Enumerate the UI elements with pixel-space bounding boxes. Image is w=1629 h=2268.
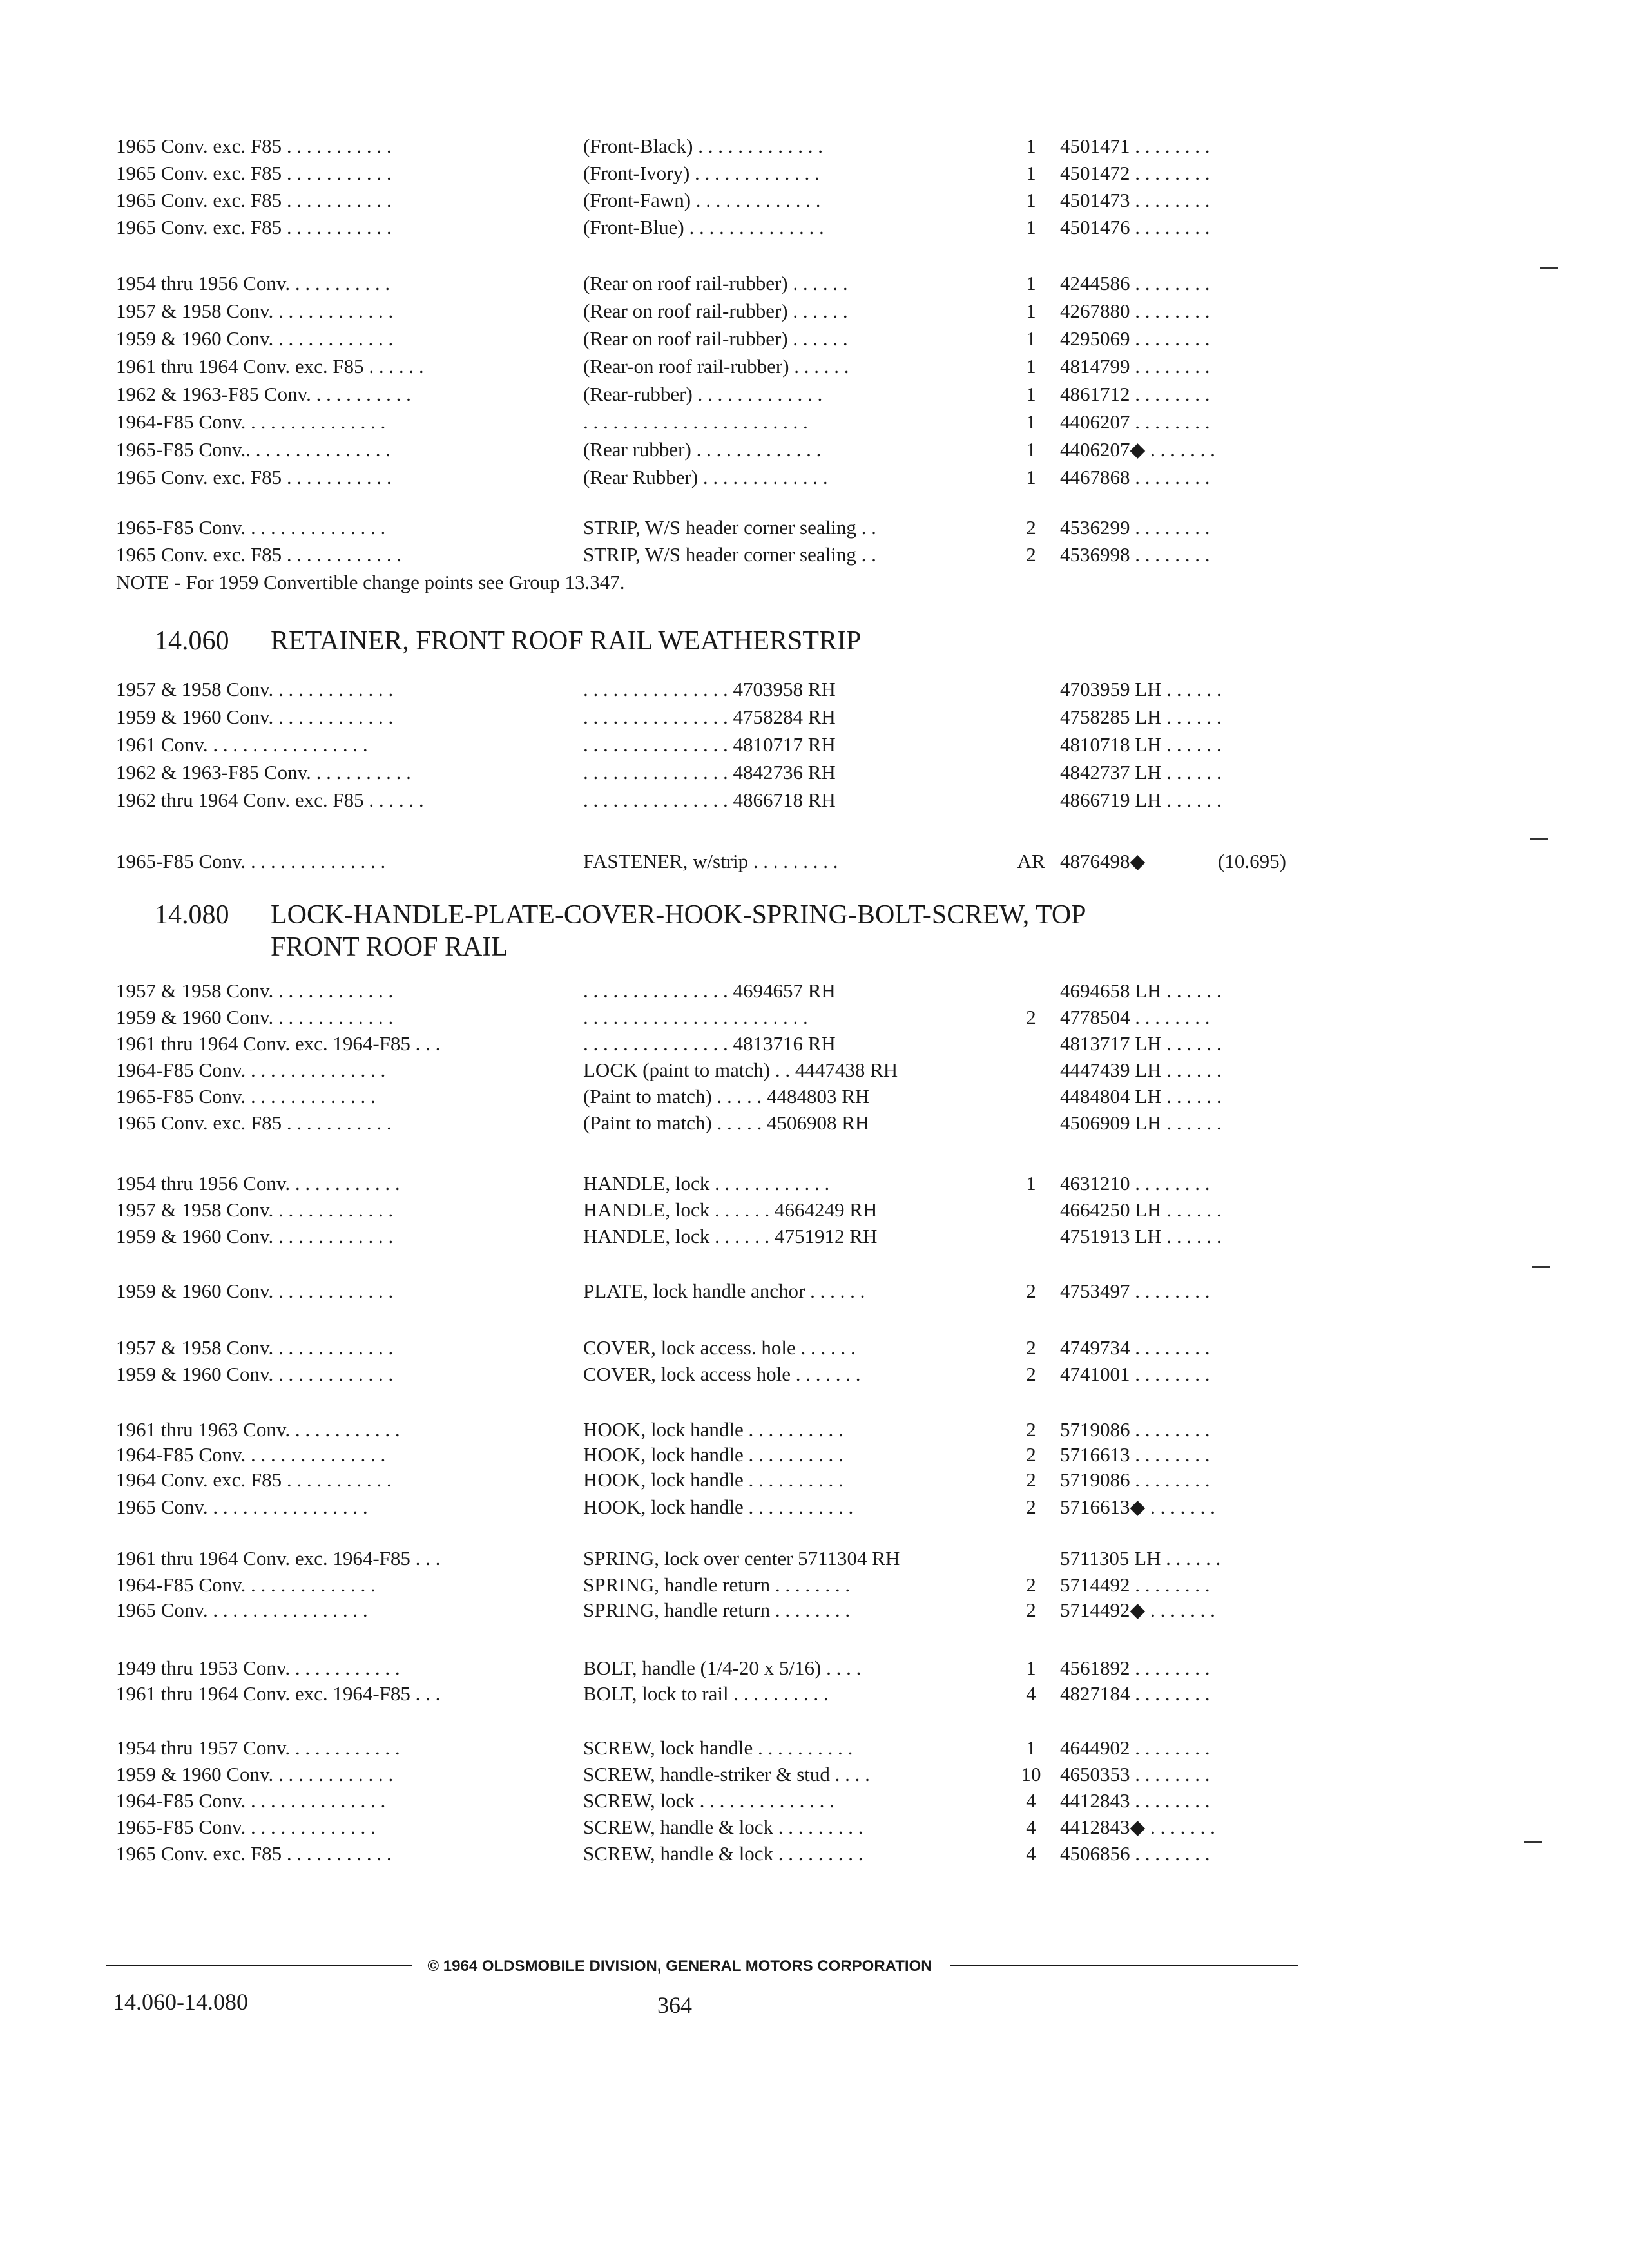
description: (Rear-rubber) . . . . . . . . . . . . . bbox=[583, 383, 823, 405]
part-number: 4267880 . . . . . . . . bbox=[1060, 300, 1210, 322]
description: (Rear Rubber) . . . . . . . . . . . . . bbox=[583, 466, 828, 488]
description: SCREW, handle & lock . . . . . . . . . bbox=[583, 1816, 863, 1838]
section-title: RETAINER, FRONT ROOF RAIL WEATHERSTRIP bbox=[271, 626, 862, 656]
quantity: 1 bbox=[1026, 1172, 1036, 1195]
parts-row bbox=[0, 1360, 1629, 1389]
parts-row bbox=[0, 269, 1629, 298]
parts-row bbox=[0, 1222, 1629, 1251]
description: . . . . . . . . . . . . . . . 4758284 RH bbox=[583, 706, 836, 728]
footer-rule-left bbox=[106, 1965, 412, 1966]
application: 1961 thru 1964 Conv. exc. 1964-F85 . . . bbox=[116, 1547, 441, 1570]
part-number: 4876498◆ bbox=[1060, 850, 1146, 872]
part-number: 4753497 . . . . . . . . bbox=[1060, 1280, 1210, 1302]
part-number: 4536998 . . . . . . . . bbox=[1060, 543, 1210, 566]
parts-row bbox=[0, 1109, 1629, 1137]
parts-row bbox=[0, 1596, 1629, 1624]
quantity: 1 bbox=[1026, 135, 1036, 157]
part-number: 4406207◆ . . . . . . . bbox=[1060, 438, 1215, 461]
description: FASTENER, w/strip . . . . . . . . . bbox=[583, 850, 838, 872]
parts-row bbox=[0, 1787, 1629, 1815]
quantity: 10 bbox=[1021, 1763, 1041, 1785]
application: 1965 Conv. exc. F85 . . . . . . . . . . . bbox=[116, 1111, 392, 1134]
part-number: 4295069 . . . . . . . . bbox=[1060, 327, 1210, 350]
description: (Paint to match) . . . . . 4484803 RH bbox=[583, 1085, 870, 1108]
quantity: 2 bbox=[1026, 1418, 1036, 1441]
footer-rule-right bbox=[950, 1965, 1298, 1966]
parts-row bbox=[0, 408, 1629, 436]
application: 1959 & 1960 Conv. . . . . . . . . . . . . bbox=[116, 1225, 394, 1247]
part-number: 5719086 . . . . . . . . bbox=[1060, 1418, 1210, 1441]
description: HANDLE, lock . . . . . . 4751912 RH bbox=[583, 1225, 878, 1247]
quantity: 1 bbox=[1026, 410, 1036, 433]
application: 1965 Conv. . . . . . . . . . . . . . . . . bbox=[116, 1599, 368, 1621]
parts-row bbox=[0, 1493, 1629, 1521]
application: 1965 Conv. exc. F85 . . . . . . . . . . . bbox=[116, 216, 392, 238]
quantity: 1 bbox=[1026, 355, 1036, 378]
note-text: NOTE - For 1959 Convertible change points see Group 13.347. bbox=[116, 571, 625, 593]
quantity: 1 bbox=[1026, 1657, 1036, 1679]
part-number: 4484804 LH . . . . . . bbox=[1060, 1085, 1222, 1108]
description: (Rear-on roof rail-rubber) . . . . . . bbox=[583, 355, 849, 378]
parts-row bbox=[0, 703, 1629, 731]
parts-row bbox=[0, 1760, 1629, 1789]
application: 1962 & 1963-F85 Conv. . . . . . . . . . . bbox=[116, 761, 411, 783]
application: 1957 & 1958 Conv. . . . . . . . . . . . . bbox=[116, 979, 394, 1002]
application: 1964-F85 Conv. . . . . . . . . . . . . . . bbox=[116, 1059, 386, 1081]
description: HOOK, lock handle . . . . . . . . . . bbox=[583, 1468, 843, 1491]
part-number: 4467868 . . . . . . . . bbox=[1060, 466, 1210, 488]
application: 1949 thru 1953 Conv. . . . . . . . . . . . bbox=[116, 1657, 400, 1679]
parts-row bbox=[0, 1840, 1629, 1868]
description: . . . . . . . . . . . . . . . . . . . . . . . bbox=[583, 410, 808, 433]
application: 1954 thru 1956 Conv. . . . . . . . . . . . bbox=[116, 1172, 400, 1195]
parts-row bbox=[0, 1571, 1629, 1599]
part-number: 4412843 . . . . . . . . bbox=[1060, 1789, 1210, 1812]
part-number: 4813717 LH . . . . . . bbox=[1060, 1032, 1222, 1055]
quantity: 2 bbox=[1026, 1363, 1036, 1385]
description: HANDLE, lock . . . . . . 4664249 RH bbox=[583, 1198, 878, 1221]
application: 1964-F85 Conv. . . . . . . . . . . . . . bbox=[116, 1573, 376, 1596]
application: 1964-F85 Conv. . . . . . . . . . . . . . . bbox=[116, 410, 386, 433]
part-number: 4447439 LH . . . . . . bbox=[1060, 1059, 1222, 1081]
description: SCREW, handle & lock . . . . . . . . . bbox=[583, 1842, 863, 1865]
parts-row bbox=[0, 758, 1629, 787]
section-number: 14.080 bbox=[155, 900, 229, 930]
margin-mark bbox=[1524, 1841, 1542, 1843]
part-number: 5719086 . . . . . . . . bbox=[1060, 1468, 1210, 1491]
description: COVER, lock access. hole . . . . . . bbox=[583, 1336, 856, 1359]
part-number: 4751913 LH . . . . . . bbox=[1060, 1225, 1222, 1247]
description: . . . . . . . . . . . . . . . 4694657 RH bbox=[583, 979, 836, 1002]
part-number: 4778504 . . . . . . . . bbox=[1060, 1006, 1210, 1028]
application: 1964 Conv. exc. F85 . . . . . . . . . . . bbox=[116, 1468, 392, 1491]
quantity: 2 bbox=[1026, 1336, 1036, 1359]
section-title-continued: FRONT ROOF RAIL bbox=[271, 932, 508, 962]
quantity: 2 bbox=[1026, 1468, 1036, 1491]
application: 1961 thru 1963 Conv. . . . . . . . . . . . bbox=[116, 1418, 400, 1441]
application: 1961 thru 1964 Conv. exc. 1964-F85 . . . bbox=[116, 1032, 441, 1055]
description: . . . . . . . . . . . . . . . 4810717 RH bbox=[583, 733, 836, 756]
parts-row bbox=[0, 436, 1629, 464]
description: SPRING, handle return . . . . . . . . bbox=[583, 1573, 851, 1596]
application: 1965 Conv. exc. F85 . . . . . . . . . . . . bbox=[116, 543, 402, 566]
application: 1957 & 1958 Conv. . . . . . . . . . . . . bbox=[116, 300, 394, 322]
description: . . . . . . . . . . . . . . . 4866718 RH bbox=[583, 789, 836, 811]
quantity: 1 bbox=[1026, 216, 1036, 238]
quantity: 1 bbox=[1026, 272, 1036, 294]
parts-row bbox=[0, 1734, 1629, 1762]
description: STRIP, W/S header corner sealing . . bbox=[583, 543, 876, 566]
part-number: 4501471 . . . . . . . . bbox=[1060, 135, 1210, 157]
application: 1959 & 1960 Conv. . . . . . . . . . . . . bbox=[116, 1363, 394, 1385]
part-number: 4650353 . . . . . . . . bbox=[1060, 1763, 1210, 1785]
application: 1965 Conv. exc. F85 . . . . . . . . . . . bbox=[116, 135, 392, 157]
parts-row bbox=[0, 1466, 1629, 1494]
part-number: 4561892 . . . . . . . . bbox=[1060, 1657, 1210, 1679]
description: LOCK (paint to match) . . 4447438 RH bbox=[583, 1059, 898, 1081]
quantity: 1 bbox=[1026, 189, 1036, 211]
application: 1965-F85 Conv. . . . . . . . . . . . . . . bbox=[116, 850, 386, 872]
parts-row bbox=[0, 1003, 1629, 1032]
part-number: 4810718 LH . . . . . . bbox=[1060, 733, 1222, 756]
quantity: 4 bbox=[1026, 1842, 1036, 1865]
parts-row bbox=[0, 1082, 1629, 1111]
application: 1965-F85 Conv. . . . . . . . . . . . . . bbox=[116, 1085, 376, 1108]
parts-row bbox=[0, 463, 1629, 492]
application: 1962 thru 1964 Conv. exc. F85 . . . . . . bbox=[116, 789, 424, 811]
parts-row bbox=[0, 1334, 1629, 1362]
description: HOOK, lock handle . . . . . . . . . . bbox=[583, 1418, 843, 1441]
application: 1965 Conv. exc. F85 . . . . . . . . . . . bbox=[116, 466, 392, 488]
parts-row bbox=[0, 1680, 1629, 1708]
quantity: 2 bbox=[1026, 1443, 1036, 1466]
parts-row bbox=[0, 186, 1629, 215]
section-heading-14060 bbox=[155, 625, 1443, 657]
parts-row bbox=[0, 847, 1629, 876]
application: 1959 & 1960 Conv. . . . . . . . . . . . . bbox=[116, 1280, 394, 1302]
quantity: 4 bbox=[1026, 1789, 1036, 1812]
quantity: 1 bbox=[1026, 1736, 1036, 1759]
part-number: 4506856 . . . . . . . . bbox=[1060, 1842, 1210, 1865]
quantity: 2 bbox=[1026, 1495, 1036, 1518]
quantity: 2 bbox=[1026, 1280, 1036, 1302]
margin-mark bbox=[1540, 267, 1558, 269]
description: . . . . . . . . . . . . . . . 4842736 RH bbox=[583, 761, 836, 783]
description: PLATE, lock handle anchor . . . . . . bbox=[583, 1280, 865, 1302]
application: 1957 & 1958 Conv. . . . . . . . . . . . . bbox=[116, 678, 394, 700]
application: 1965 Conv. exc. F85 . . . . . . . . . . . bbox=[116, 189, 392, 211]
quantity: 2 bbox=[1026, 1599, 1036, 1621]
quantity: 1 bbox=[1026, 162, 1036, 184]
application: 1961 thru 1964 Conv. exc. F85 . . . . . . bbox=[116, 355, 424, 378]
description: HOOK, lock handle . . . . . . . . . . . bbox=[583, 1495, 854, 1518]
parts-row bbox=[0, 1654, 1629, 1682]
application: 1954 thru 1956 Conv. . . . . . . . . . . bbox=[116, 272, 390, 294]
part-number: 4694658 LH . . . . . . bbox=[1060, 979, 1222, 1002]
application: 1965-F85 Conv.. . . . . . . . . . . . . . . bbox=[116, 438, 390, 461]
application: 1957 & 1958 Conv. . . . . . . . . . . . . bbox=[116, 1336, 394, 1359]
part-number: 4244586 . . . . . . . . bbox=[1060, 272, 1210, 294]
part-number: 4631210 . . . . . . . . bbox=[1060, 1172, 1210, 1195]
quantity: 2 bbox=[1026, 543, 1036, 566]
parts-row bbox=[0, 380, 1629, 408]
margin-mark bbox=[1532, 1266, 1550, 1268]
description: HOOK, lock handle . . . . . . . . . . bbox=[583, 1443, 843, 1466]
part-number: 4406207 . . . . . . . . bbox=[1060, 410, 1210, 433]
part-number: 4758285 LH . . . . . . bbox=[1060, 706, 1222, 728]
description: HANDLE, lock . . . . . . . . . . . . bbox=[583, 1172, 830, 1195]
part-number: 5711305 LH . . . . . . bbox=[1060, 1547, 1221, 1570]
part-number: 5714492 . . . . . . . . bbox=[1060, 1573, 1210, 1596]
parts-row bbox=[0, 1056, 1629, 1084]
application: 1957 & 1958 Conv. . . . . . . . . . . . . bbox=[116, 1198, 394, 1221]
part-number: 5716613 . . . . . . . . bbox=[1060, 1443, 1210, 1466]
parts-row bbox=[0, 352, 1629, 381]
application: 1965 Conv. . . . . . . . . . . . . . . . . bbox=[116, 1495, 368, 1518]
quantity: 4 bbox=[1026, 1816, 1036, 1838]
description: (Front-Black) . . . . . . . . . . . . . bbox=[583, 135, 823, 157]
quantity: 2 bbox=[1026, 1006, 1036, 1028]
description: . . . . . . . . . . . . . . . 4703958 RH bbox=[583, 678, 836, 700]
parts-row bbox=[0, 325, 1629, 353]
application: 1964-F85 Conv. . . . . . . . . . . . . . . bbox=[116, 1789, 386, 1812]
description: (Front-Fawn) . . . . . . . . . . . . . bbox=[583, 189, 821, 211]
description: (Rear on roof rail-rubber) . . . . . . bbox=[583, 300, 848, 322]
part-number: 4861712 . . . . . . . . bbox=[1060, 383, 1210, 405]
part-number: 4827184 . . . . . . . . bbox=[1060, 1682, 1210, 1705]
part-number: 4664250 LH . . . . . . bbox=[1060, 1198, 1222, 1221]
application: 1954 thru 1957 Conv. . . . . . . . . . . . bbox=[116, 1736, 400, 1759]
quantity: AR bbox=[1017, 850, 1045, 872]
parts-row bbox=[0, 213, 1629, 242]
part-number: 4506909 LH . . . . . . bbox=[1060, 1111, 1222, 1134]
description: COVER, lock access hole . . . . . . . bbox=[583, 1363, 861, 1385]
application: 1965-F85 Conv. . . . . . . . . . . . . . . bbox=[116, 516, 386, 539]
application: 1965 Conv. exc. F85 . . . . . . . . . . . bbox=[116, 162, 392, 184]
description: STRIP, W/S header corner sealing . . bbox=[583, 516, 876, 539]
application: 1961 Conv. . . . . . . . . . . . . . . . . bbox=[116, 733, 368, 756]
application: 1959 & 1960 Conv. . . . . . . . . . . . . bbox=[116, 706, 394, 728]
description: . . . . . . . . . . . . . . . 4813716 RH bbox=[583, 1032, 836, 1055]
description: (Rear on roof rail-rubber) . . . . . . bbox=[583, 272, 848, 294]
parts-row bbox=[0, 159, 1629, 187]
parts-row bbox=[0, 675, 1629, 704]
description: . . . . . . . . . . . . . . . . . . . . . . . bbox=[583, 1006, 808, 1028]
parts-row bbox=[0, 132, 1629, 160]
parts-row bbox=[0, 977, 1629, 1005]
part-number: 4536299 . . . . . . . . bbox=[1060, 516, 1210, 539]
part-number: 4814799 . . . . . . . . bbox=[1060, 355, 1210, 378]
description: (Rear on roof rail-rubber) . . . . . . bbox=[583, 327, 848, 350]
description: BOLT, lock to rail . . . . . . . . . . bbox=[583, 1682, 829, 1705]
description: SPRING, lock over center 5711304 RH bbox=[583, 1547, 900, 1570]
parts-row bbox=[0, 1441, 1629, 1469]
margin-mark bbox=[1530, 838, 1548, 840]
quantity: 1 bbox=[1026, 327, 1036, 350]
part-number: 5716613◆ . . . . . . . bbox=[1060, 1495, 1215, 1518]
description: (Front-Blue) . . . . . . . . . . . . . . bbox=[583, 216, 824, 238]
parts-row bbox=[0, 541, 1629, 569]
description: (Rear rubber) . . . . . . . . . . . . . bbox=[583, 438, 822, 461]
part-number: 4501472 . . . . . . . . bbox=[1060, 162, 1210, 184]
footer-copyright: © 1964 OLDSMOBILE DIVISION, GENERAL MOTORS CORPORATION bbox=[427, 1957, 932, 1975]
part-number: 4501476 . . . . . . . . bbox=[1060, 216, 1210, 238]
part-number: 4749734 . . . . . . . . bbox=[1060, 1336, 1210, 1359]
parts-row bbox=[0, 1416, 1629, 1444]
parts-row bbox=[0, 1544, 1629, 1573]
application: 1965 Conv. exc. F85 . . . . . . . . . . . bbox=[116, 1842, 392, 1865]
quantity: 2 bbox=[1026, 1573, 1036, 1596]
application: 1959 & 1960 Conv. . . . . . . . . . . . . bbox=[116, 1763, 394, 1785]
part-number: 4703959 LH . . . . . . bbox=[1060, 678, 1222, 700]
cross-reference: (10.695) bbox=[1218, 850, 1286, 872]
description: (Paint to match) . . . . . 4506908 RH bbox=[583, 1111, 870, 1134]
part-number: 4644902 . . . . . . . . bbox=[1060, 1736, 1210, 1759]
quantity: 1 bbox=[1026, 300, 1036, 322]
parts-row bbox=[0, 731, 1629, 759]
application: 1964-F85 Conv. . . . . . . . . . . . . . . bbox=[116, 1443, 386, 1466]
part-number: 5714492◆ . . . . . . . bbox=[1060, 1599, 1215, 1621]
section-heading-14080 bbox=[155, 899, 1443, 963]
section-number: 14.060 bbox=[155, 626, 229, 656]
application: 1962 & 1963-F85 Conv. . . . . . . . . . . bbox=[116, 383, 411, 405]
parts-row bbox=[0, 514, 1629, 542]
application: 1961 thru 1964 Conv. exc. 1964-F85 . . . bbox=[116, 1682, 441, 1705]
page-number: 364 bbox=[657, 1992, 692, 2018]
parts-row bbox=[0, 1813, 1629, 1841]
parts-row bbox=[0, 786, 1629, 814]
parts-row bbox=[0, 1030, 1629, 1058]
quantity: 2 bbox=[1026, 516, 1036, 539]
parts-row bbox=[0, 1277, 1629, 1305]
description: (Front-Ivory) . . . . . . . . . . . . . bbox=[583, 162, 820, 184]
quantity: 1 bbox=[1026, 438, 1036, 461]
description: BOLT, handle (1/4-20 x 5/16) . . . . bbox=[583, 1657, 862, 1679]
page-section-code: 14.060-14.080 bbox=[113, 1989, 248, 2015]
section-title: LOCK-HANDLE-PLATE-COVER-HOOK-SPRING-BOLT-SCREW, TOP bbox=[271, 900, 1086, 930]
application: 1965-F85 Conv. . . . . . . . . . . . . . bbox=[116, 1816, 376, 1838]
parts-row bbox=[0, 1196, 1629, 1224]
parts-row bbox=[0, 1169, 1629, 1198]
description: SCREW, lock handle . . . . . . . . . . bbox=[583, 1736, 853, 1759]
quantity: 4 bbox=[1026, 1682, 1036, 1705]
quantity: 1 bbox=[1026, 383, 1036, 405]
quantity: 1 bbox=[1026, 466, 1036, 488]
part-number: 4866719 LH . . . . . . bbox=[1060, 789, 1222, 811]
part-number: 4741001 . . . . . . . . bbox=[1060, 1363, 1210, 1385]
part-number: 4412843◆ . . . . . . . bbox=[1060, 1816, 1215, 1838]
description: SCREW, handle-striker & stud . . . . bbox=[583, 1763, 870, 1785]
parts-row bbox=[0, 297, 1629, 325]
application: 1959 & 1960 Conv. . . . . . . . . . . . . bbox=[116, 327, 394, 350]
part-number: 4842737 LH . . . . . . bbox=[1060, 761, 1222, 783]
application: 1959 & 1960 Conv. . . . . . . . . . . . . bbox=[116, 1006, 394, 1028]
part-number: 4501473 . . . . . . . . bbox=[1060, 189, 1210, 211]
description: SCREW, lock . . . . . . . . . . . . . . bbox=[583, 1789, 834, 1812]
description: SPRING, handle return . . . . . . . . bbox=[583, 1599, 851, 1621]
